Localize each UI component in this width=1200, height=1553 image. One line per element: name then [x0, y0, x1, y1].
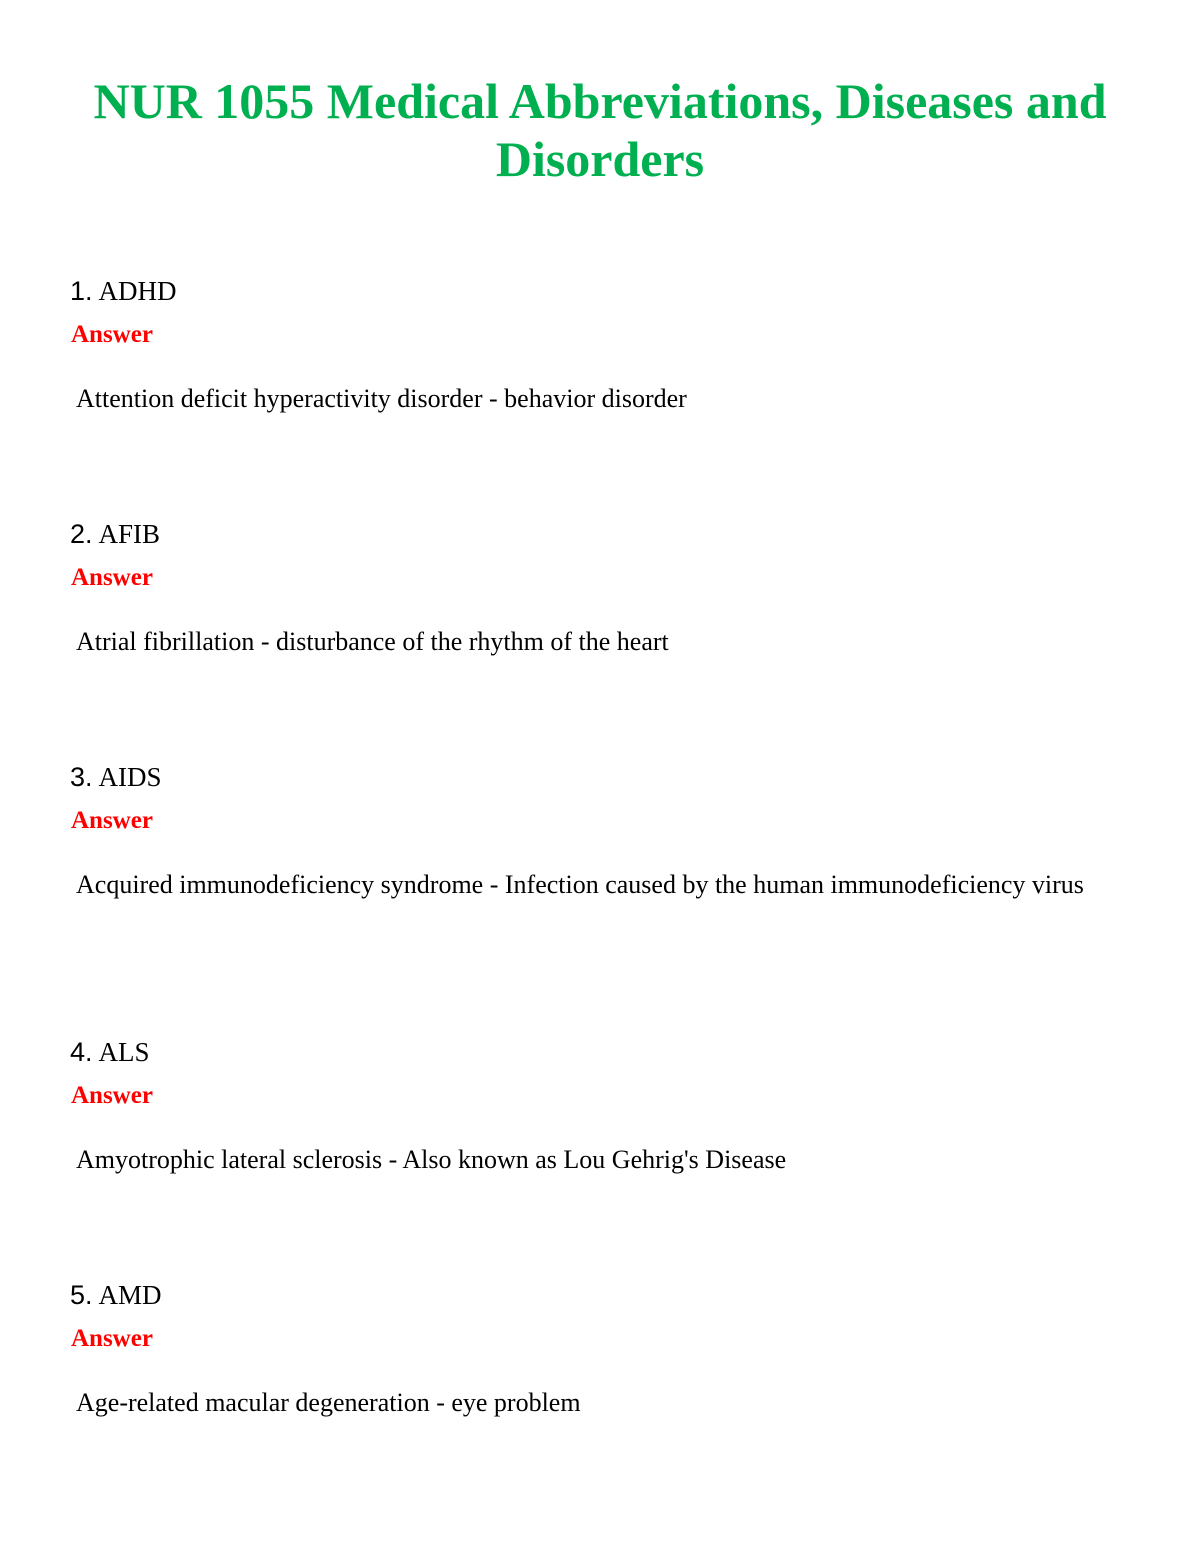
question-line [70, 1032, 1130, 1072]
question-item-5 [70, 1275, 1130, 1417]
question-term: AFIB [98, 519, 161, 549]
question-term: AMD [98, 1280, 162, 1310]
answer-label: Answer [71, 564, 153, 591]
question-line [70, 271, 1130, 311]
question-number: 5. [70, 1280, 93, 1310]
answer-label: Answer [71, 321, 153, 348]
question-item-2 [70, 514, 1130, 656]
question-term: ADHD [98, 276, 177, 306]
question-number: 1. [70, 276, 93, 306]
question-number: 4. [70, 1037, 93, 1067]
answer-text: Age-related macular degeneration - eye problem [76, 1388, 581, 1417]
answer-label: Answer [71, 807, 153, 834]
question-number: 2. [70, 519, 93, 549]
answer-label: Answer [71, 1325, 153, 1352]
answer-label: Answer [71, 1082, 153, 1109]
question-line [70, 514, 1130, 554]
question-line [70, 757, 1130, 797]
answer-text: Acquired immunodeficiency syndrome - Infection caused by the human immunodeficiency virus [76, 870, 1084, 899]
answer-text: Atrial fibrillation - disturbance of the rhythm of the heart [76, 627, 669, 656]
question-item-3 [70, 757, 1130, 899]
question-item-1 [70, 271, 1130, 413]
question-line [70, 1275, 1130, 1315]
question-term: ALS [98, 1037, 150, 1067]
question-number: 3. [70, 762, 93, 792]
answer-text: Amyotrophic lateral sclerosis - Also known as Lou Gehrig's Disease [76, 1145, 787, 1174]
answer-text: Attention deficit hyperactivity disorder - behavior disorder [76, 384, 687, 413]
document-title: NUR 1055 Medical Abbreviations, Diseases and Disorders [93, 73, 1107, 187]
question-term: AIDS [98, 762, 162, 792]
question-item-4 [70, 1032, 1130, 1174]
